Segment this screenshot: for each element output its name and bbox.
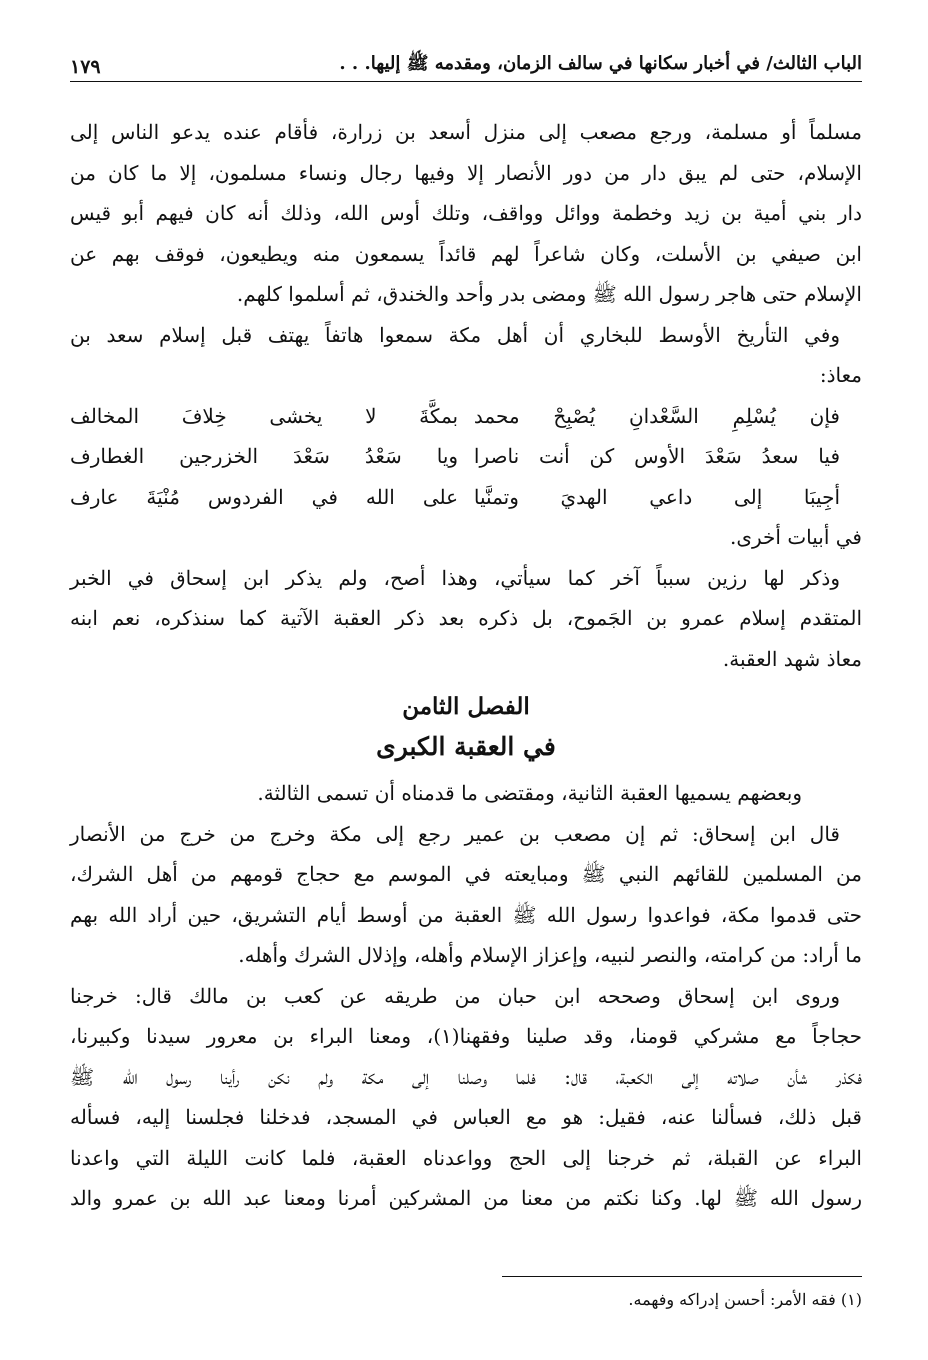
verse-first-hemistich: أجِيبَا إلى داعي الهديَ وتمنَّيا: [473, 484, 840, 509]
text-line: الإسلام حتى هاجر رسول الله ﷺ ومضى بدر وأحد والخندق، ثم أسلموا كلهم.: [236, 282, 862, 306]
text-line: وذكر لها رزين سبباً آخر كما سيأتي، وهذا أصح، ولم يذكر ابن إسحاق في الخبر: [70, 565, 840, 590]
paragraph-6: [70, 814, 862, 976]
text-line: معاذ:: [819, 363, 862, 387]
text-line: حتى قدموا مكة، فواعدوا رسول الله ﷺ العقبة من أوسط أيام التشريق، حين أراد الله بهم: [70, 902, 862, 927]
poem-verse: [70, 477, 862, 518]
text-line: قال ابن إسحاق: ثم إن مصعب بن عمير رجع إلى مكة وخرج من خرج من الأنصار: [70, 821, 840, 846]
text-line: دار بني أمية بن زيد وخطمة ووائل وواقف، وتلك أوس الله، وذلك أنه كان فيهم أبو قيس: [70, 201, 862, 225]
text-line: من المسلمين للقائهم النبي ﷺ ومبايعته في الموسم مع حجاج قومهم من أهل الشرك،: [70, 862, 862, 886]
paragraph-1: [70, 112, 862, 315]
running-header: [70, 44, 862, 82]
text-line: قبل ذلك، فسألنا عنه، فقيل: هو مع العباس في المسجد، فدخلنا فجلسنا إليه، فسأله: [70, 1105, 862, 1129]
text-line: في أبيات أخرى.: [730, 525, 862, 549]
text-line: الإسلام، حتى لم يبق دار من دور الأنصار إلا وفيها رجال ونساء مسلمون، إلا ما كان من: [70, 160, 862, 185]
text-line: رسول الله ﷺ لها. وكنا نكتم من معنا من المشركين أمرنا ومعنا عبد الله بن عمرو والد: [70, 1186, 862, 1210]
verse-first-hemistich: فيا سعدُ سَعْدَ الأوس كن أنت ناصرا: [473, 444, 840, 468]
page-number: ١٧٩: [70, 56, 101, 78]
footnote: (١) فقه الأمر: أحسن إدراكه وفهمه.: [628, 1290, 862, 1309]
text-line: البراء عن القبلة، ثم خرجنا إلى الحج وواعدناه العقبة، فلما كانت الليلة التي واعدنا: [70, 1145, 862, 1170]
text-line: فكذر شأن صلاته إلى الكعبة، قال: فلما وصلنا إلى مكة ولم نكن رأينا رسول الله ﷺ: [70, 1064, 862, 1089]
chapter-subtitle: في العقبة الكبرى: [376, 732, 556, 761]
text-line: وفي التأريخ الأوسط للبخاري أن أهل مكة سمعوا هاتفاً يهتف قبل إسلام سعد بن: [70, 322, 840, 347]
paragraph-5: [70, 773, 862, 814]
verse-first-hemistich: فإن يُسْلِمِ السَّعْدانِ يُصْبِحْ محمد: [473, 403, 840, 428]
paragraph-7: [70, 976, 862, 1219]
verse-second-hemistich: ويا سَعْدُ سَعْدَ الخزرجين الغطارف: [70, 444, 459, 468]
text-line: وروى ابن إسحاق وصححه ابن حبان من طريقه عن كعب بن مالك قال: خرجنا: [70, 983, 840, 1008]
text-line: مسلماً أو مسلمة، ورجع مصعب إلى منزل أسعد بن زرارة، فأقام عنده يدعو الناس إلى: [70, 120, 862, 144]
text-line: ابن صيفي بن الأسلت، وكان شاعراً لهم قائداً يسمعون منه ويطيعون، فوقف بهم عن: [70, 241, 862, 266]
text-line: وبعضهم يسميها العقبة الثانية، ومقتضى ما قدمناه أن تسمى الثالثة.: [257, 781, 802, 805]
text-line: ما أراد: من كرامته، والنصر لنبيه، وإعزاز الإسلام وأهله، وإذلال الشرك وأهله.: [238, 943, 862, 967]
paragraph-3: [70, 517, 862, 558]
text-line: المتقدم إسلام عمرو بن الجَموح، بل ذكره بعد ذكر العقبة الآتية كما سنذكره، نعم ابنه: [70, 606, 862, 630]
footnote-separator: [502, 1276, 862, 1277]
poem: [70, 396, 862, 518]
paragraph-2: [70, 315, 862, 396]
chapter-title: الفصل الثامن: [402, 693, 530, 720]
body-text: [70, 112, 862, 1219]
text-line: حجاجاً مع مشركي قومنا، وقد صلينا وفقهنا(١)، ومعنا البراء بن معرور سيدنا وكبيرنا،: [70, 1024, 862, 1048]
running-header-title: الباب الثالث/ في أخبار سكانها في سالف الزمان، ومقدمه ﷺ إليها. . .: [339, 53, 862, 74]
verse-second-hemistich: بمكَّةَ لا يخشى خِلافَ المخالف: [70, 403, 459, 428]
poem-verse: [70, 436, 862, 477]
poem-verse: [70, 396, 862, 437]
verse-second-hemistich: على الله في الفردوس مُنْيَةَ عارف: [70, 484, 459, 509]
paragraph-4: [70, 558, 862, 680]
text-line: معاذ شهد العقبة.: [722, 646, 862, 671]
